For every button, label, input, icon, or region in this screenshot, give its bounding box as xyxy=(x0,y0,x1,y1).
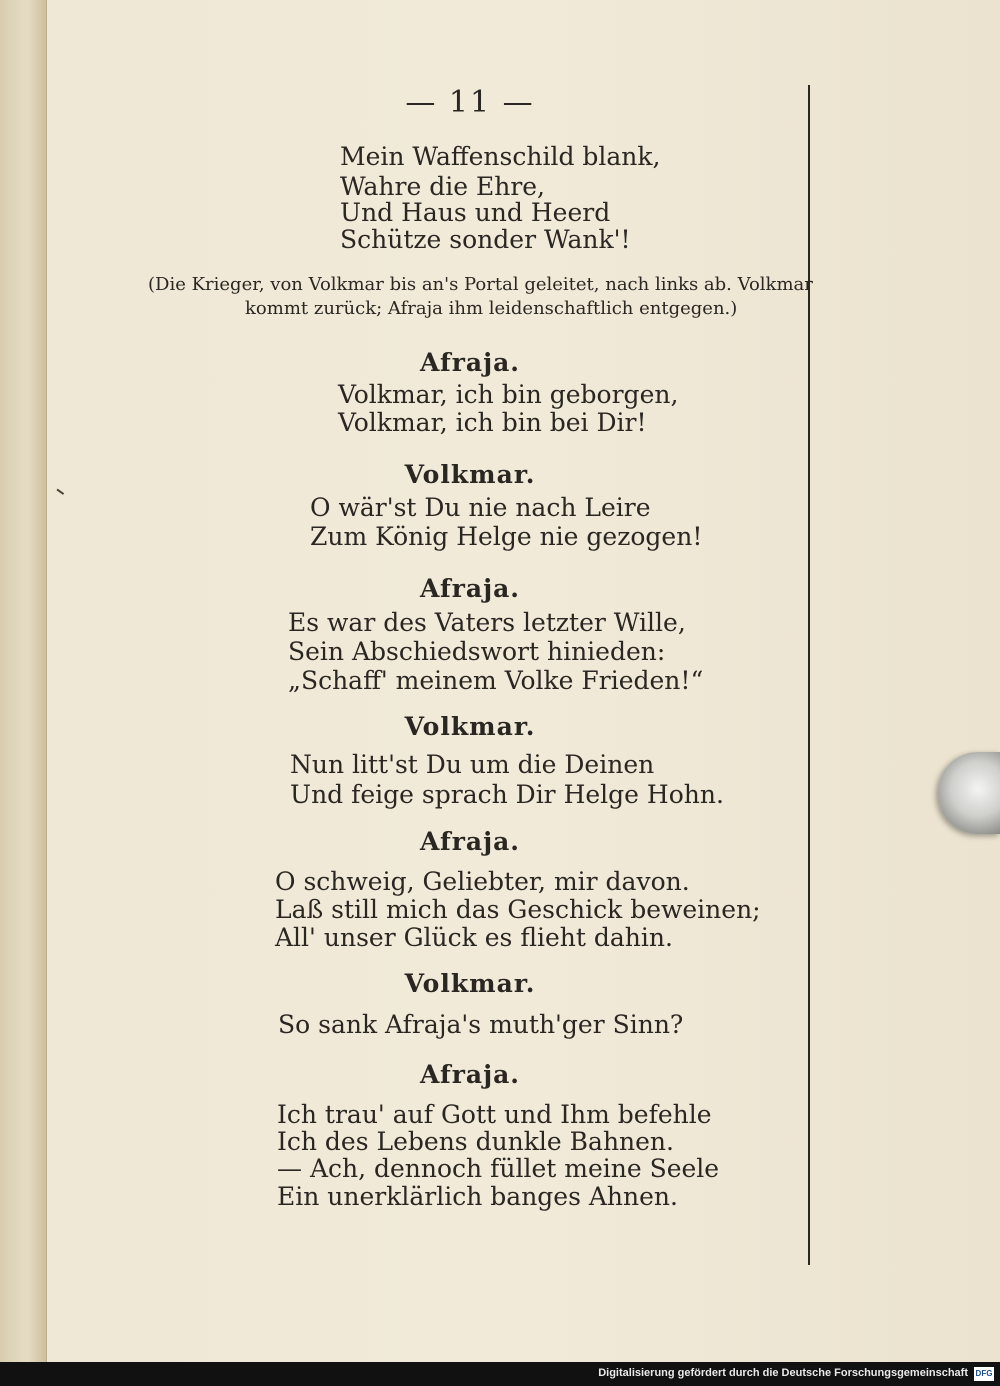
stage-direction: kommt zurück; Afraja ihm leidenschaftlich entgegen.) xyxy=(245,298,738,319)
verse-line: Mein Waffenschild blank, xyxy=(340,142,661,171)
verse-line: Es war des Vaters letzter Wille, xyxy=(288,608,686,637)
speaker-name: Volkmar. xyxy=(404,712,536,741)
verse-line: All' unser Glück es flieht dahin. xyxy=(275,923,673,952)
digitization-footer xyxy=(0,1362,1000,1386)
page-number: — 11 — xyxy=(405,85,535,120)
verse-line: — Ach, dennoch füllet meine Seele xyxy=(277,1154,720,1183)
verse-line: Sein Abschiedswort hinieden: xyxy=(288,637,666,666)
verse-line: So sank Afraja's muth'ger Sinn? xyxy=(278,1010,684,1039)
verse-line: Und Haus und Heerd xyxy=(340,198,611,227)
verse-line: Laß still mich das Geschick beweinen; xyxy=(275,895,761,924)
speaker-name: Afraja. xyxy=(419,1060,521,1089)
verse-line: „Schaff' meinem Volke Frieden!“ xyxy=(288,666,704,695)
verse-line: Ich trau' auf Gott und Ihm befehle xyxy=(277,1100,712,1129)
speaker-name: Afraja. xyxy=(419,348,521,377)
verse-line: Zum König Helge nie gezogen! xyxy=(310,522,703,551)
verse-line: Wahre die Ehre, xyxy=(340,172,546,201)
funding-credit: Digitalisierung gefördert durch die Deutsche Forschungsgemeinschaft xyxy=(598,1367,968,1379)
page-text xyxy=(140,80,813,1220)
stage-direction: (Die Krieger, von Volkmar bis an's Portal geleitet, nach links ab. Volkmar xyxy=(148,274,813,295)
previous-page-edge xyxy=(0,0,47,1362)
verse-line: Ein unerklärlich banges Ahnen. xyxy=(277,1182,678,1211)
verse-line: Volkmar, ich bin geborgen, xyxy=(338,380,679,409)
dfg-logo: DFG xyxy=(974,1367,994,1381)
verse-line: Volkmar, ich bin bei Dir! xyxy=(338,408,647,437)
verse-line: Nun litt'st Du um die Deinen xyxy=(290,750,655,779)
verse-line: Und feige sprach Dir Helge Hohn. xyxy=(290,780,724,809)
speaker-name: Volkmar. xyxy=(404,460,536,489)
verse-line: O wär'st Du nie nach Leire xyxy=(310,493,651,522)
speaker-name: Afraja. xyxy=(419,574,521,603)
verse-line: Ich des Lebens dunkle Bahnen. xyxy=(277,1127,674,1156)
speaker-name: Afraja. xyxy=(419,827,521,856)
speaker-name: Volkmar. xyxy=(404,969,536,998)
vertical-rule xyxy=(808,85,810,1265)
verse-line: Schütze sonder Wank'! xyxy=(340,225,631,254)
verse-line: O schweig, Geliebter, mir davon. xyxy=(275,867,690,896)
